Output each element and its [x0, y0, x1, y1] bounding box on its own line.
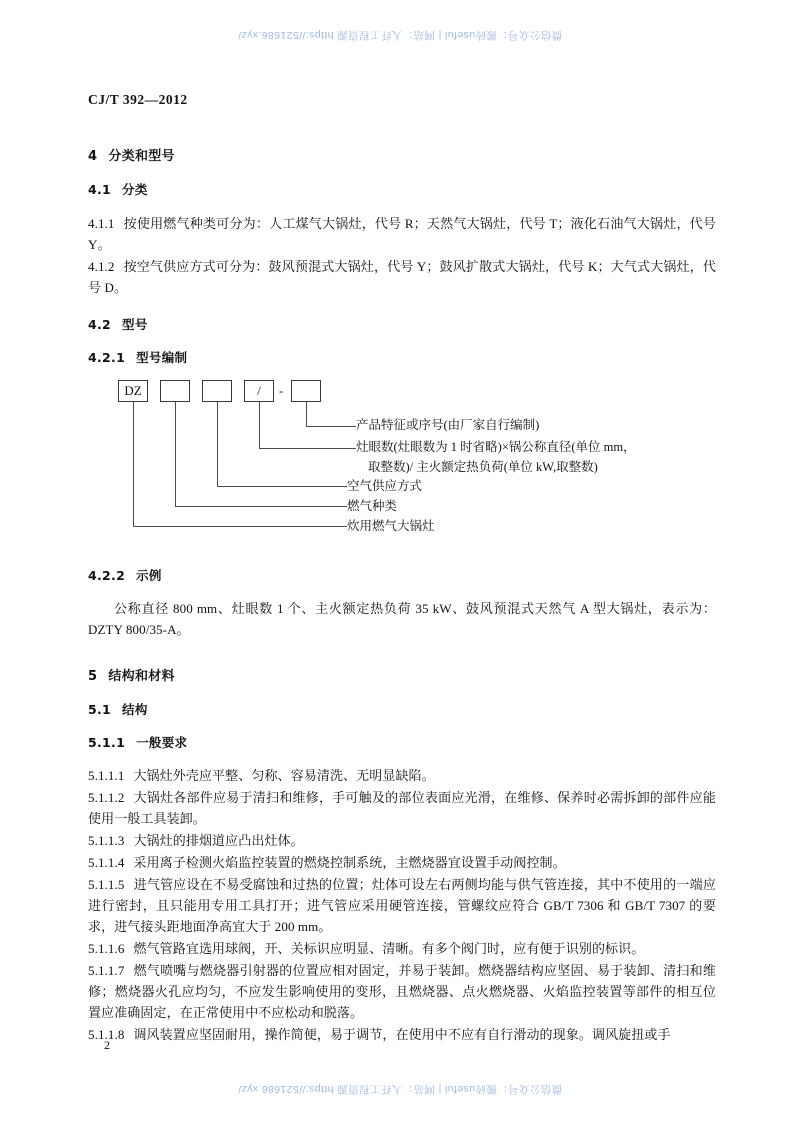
heading-number: 5 — [88, 669, 98, 684]
clause-text: 大锅灶的排烟道应凸出灶体。 — [133, 833, 304, 848]
heading-title: 结构 — [122, 702, 148, 717]
page-number: 2 — [104, 1038, 110, 1052]
clause-number: 5.1.1.4 — [88, 855, 125, 870]
model-box-slash: / — [244, 380, 274, 402]
heading-section-4-2-1 — [88, 348, 716, 366]
heading-section-4-1 — [88, 180, 716, 198]
leader-hline-air-supply — [217, 486, 347, 487]
clause-5-1-1-8 — [88, 1024, 716, 1045]
model-box-serial — [291, 380, 321, 402]
model-separator-dash: - — [279, 383, 284, 398]
leader-hline-appliance — [133, 526, 347, 527]
clause-text: 调风装置应坚固耐用，操作简便，易于调节，在使用中不应有自行滑动的现象。调风旋扭或手 — [133, 1027, 671, 1042]
clause-number: 5.1.1.5 — [88, 877, 125, 892]
heading-section-5 — [88, 665, 716, 684]
clause-5-1-1-5 — [88, 874, 716, 937]
watermark-bottom: 微信公众号：搬砖useful | 网站：人纤工程资源 https://521686.xyz/ — [237, 1083, 563, 1095]
heading-title: 分类 — [122, 182, 148, 197]
heading-title: 型号 — [122, 317, 148, 332]
leader-vline-burner-count — [259, 402, 260, 448]
clause-text: 采用离子检测火焰监控装置的燃烧控制系统，主燃烧器宜设置手动阀控制。 — [133, 855, 566, 870]
clause-number: 5.1.1.2 — [88, 790, 125, 805]
heading-section-5-1-1 — [88, 733, 716, 751]
heading-section-4 — [88, 145, 716, 164]
heading-number: 4.2 — [88, 317, 112, 332]
diagram-label-gas-type: 燃气种类 — [347, 499, 398, 513]
heading-number: 4 — [88, 149, 98, 164]
heading-number: 4.1 — [88, 182, 112, 197]
clause-5-1-1-3 — [88, 830, 716, 851]
clause-number: 4.1.2 — [88, 259, 115, 274]
heading-section-4-2 — [88, 315, 716, 333]
diagram-label-appliance: 炊用燃气大锅灶 — [347, 519, 435, 533]
clause-5-1-1-4 — [88, 852, 716, 873]
diagram-label-burner-count-cont: 取整数)/ 主火额定热负荷(单位 kW,取整数) — [368, 460, 598, 474]
clause-4-2-2-example — [88, 598, 716, 640]
leader-hline-serial — [306, 426, 356, 427]
clause-5-1-1-2 — [88, 787, 716, 829]
diagram-label-air-supply: 空气供应方式 — [347, 479, 423, 493]
clause-5-1-1-7 — [88, 960, 716, 1023]
heading-title: 分类和型号 — [108, 149, 175, 164]
leader-vline-serial — [306, 402, 307, 426]
model-box-gas-type — [160, 380, 190, 402]
leader-vline-appliance — [133, 402, 134, 526]
diagram-label-serial: 产品特征或序号(由厂家自行编制) — [356, 418, 540, 432]
clause-text: 进气管应设在不易受腐蚀和过热的位置；灶体可设左右两侧均能与供气管连接，其中不使用的一端应进行密封，且只能用专用工具打开；进气管应采用硬管连接，管螺纹应符合 GB/T 7306 和 GB/T 7307 的要求，进气接头距地面净高宜大于 200 mm。 — [88, 877, 716, 934]
clause-text: 燃气喷嘴与燃烧器引射器的位置应相对固定，并易于装卸。燃烧器结构应坚固、易于装卸、清扫和维修；燃烧器火孔应均匀，不应发生影响使用的变形，且燃烧器、点火燃烧器、火焰监控装置等部件的相互位置应准确固定，在正常使用中不应松动和脱落。 — [88, 963, 716, 1020]
clause-number: 5.1.1.1 — [88, 768, 125, 783]
clause-number: 5.1.1.7 — [88, 963, 125, 978]
clause-5-1-1-6 — [88, 938, 716, 959]
heading-title: 型号编制 — [136, 350, 188, 365]
clause-number: 4.1.1 — [88, 216, 115, 231]
leader-vline-air-supply — [217, 402, 218, 486]
example-text: 公称直径 800 mm、灶眼数 1 个、主火额定热负荷 35 kW、鼓风预混式天然气 A 型大锅灶，表示为：DZTY 800/35-A。 — [88, 601, 716, 637]
clause-4-1-2 — [88, 256, 716, 298]
model-designation-diagram — [88, 380, 716, 556]
leader-vline-gas-type — [175, 402, 176, 506]
clause-number: 5.1.1.8 — [88, 1027, 125, 1042]
document-content — [88, 145, 716, 1046]
heading-title: 示例 — [136, 568, 162, 583]
clause-text: 按空气供应方式可分为：鼓风预混式大锅灶，代号 Y；鼓风扩散式大锅灶，代号 K；大气式大锅灶，代号 D。 — [88, 259, 716, 295]
clause-5-1-1-1 — [88, 765, 716, 786]
heading-number: 5.1 — [88, 702, 112, 717]
clause-number: 5.1.1.6 — [88, 941, 125, 956]
diagram-label-burner-count: 灶眼数(灶眼数为 1 时省略)×锅公称直径(单位 mm， — [356, 440, 636, 454]
model-box-air-supply — [202, 380, 232, 402]
clause-text: 大锅灶各部件应易于清扫和维修，手可触及的部位表面应光滑，在维修、保养时必需拆卸的部件应能使用一般工具装卸。 — [88, 790, 716, 826]
heading-number: 4.2.2 — [88, 568, 126, 583]
heading-section-4-2-2 — [88, 566, 716, 584]
clause-number: 5.1.1.3 — [88, 833, 125, 848]
heading-title: 一般要求 — [136, 735, 188, 750]
running-head: CJ/T 392—2012 — [88, 92, 188, 107]
heading-number: 4.2.1 — [88, 350, 126, 365]
heading-title: 结构和材料 — [108, 669, 175, 684]
leader-hline-gas-type — [175, 506, 347, 507]
clause-4-1-1 — [88, 213, 716, 255]
leader-hline-burner-count — [259, 448, 356, 449]
clause-text: 按使用燃气种类可分为：人工煤气大锅灶，代号 R；天然气大锅灶，代号 T；液化石油气大锅灶，代号 Y。 — [88, 216, 716, 252]
heading-number: 5.1.1 — [88, 735, 126, 750]
clause-text: 燃气管路宜选用球阀，开、关标识应明显、清晰。有多个阀门时，应有便于识别的标识。 — [133, 941, 645, 956]
model-box-prefix: DZ — [118, 380, 148, 402]
heading-section-5-1 — [88, 700, 716, 718]
watermark-top: 微信公众号：搬砖useful | 网站：人纤工程资源 https://521686.xyz/ — [237, 29, 563, 41]
clause-text: 大锅灶外壳应平整、匀称、容易清洗、无明显缺陷。 — [133, 768, 435, 783]
